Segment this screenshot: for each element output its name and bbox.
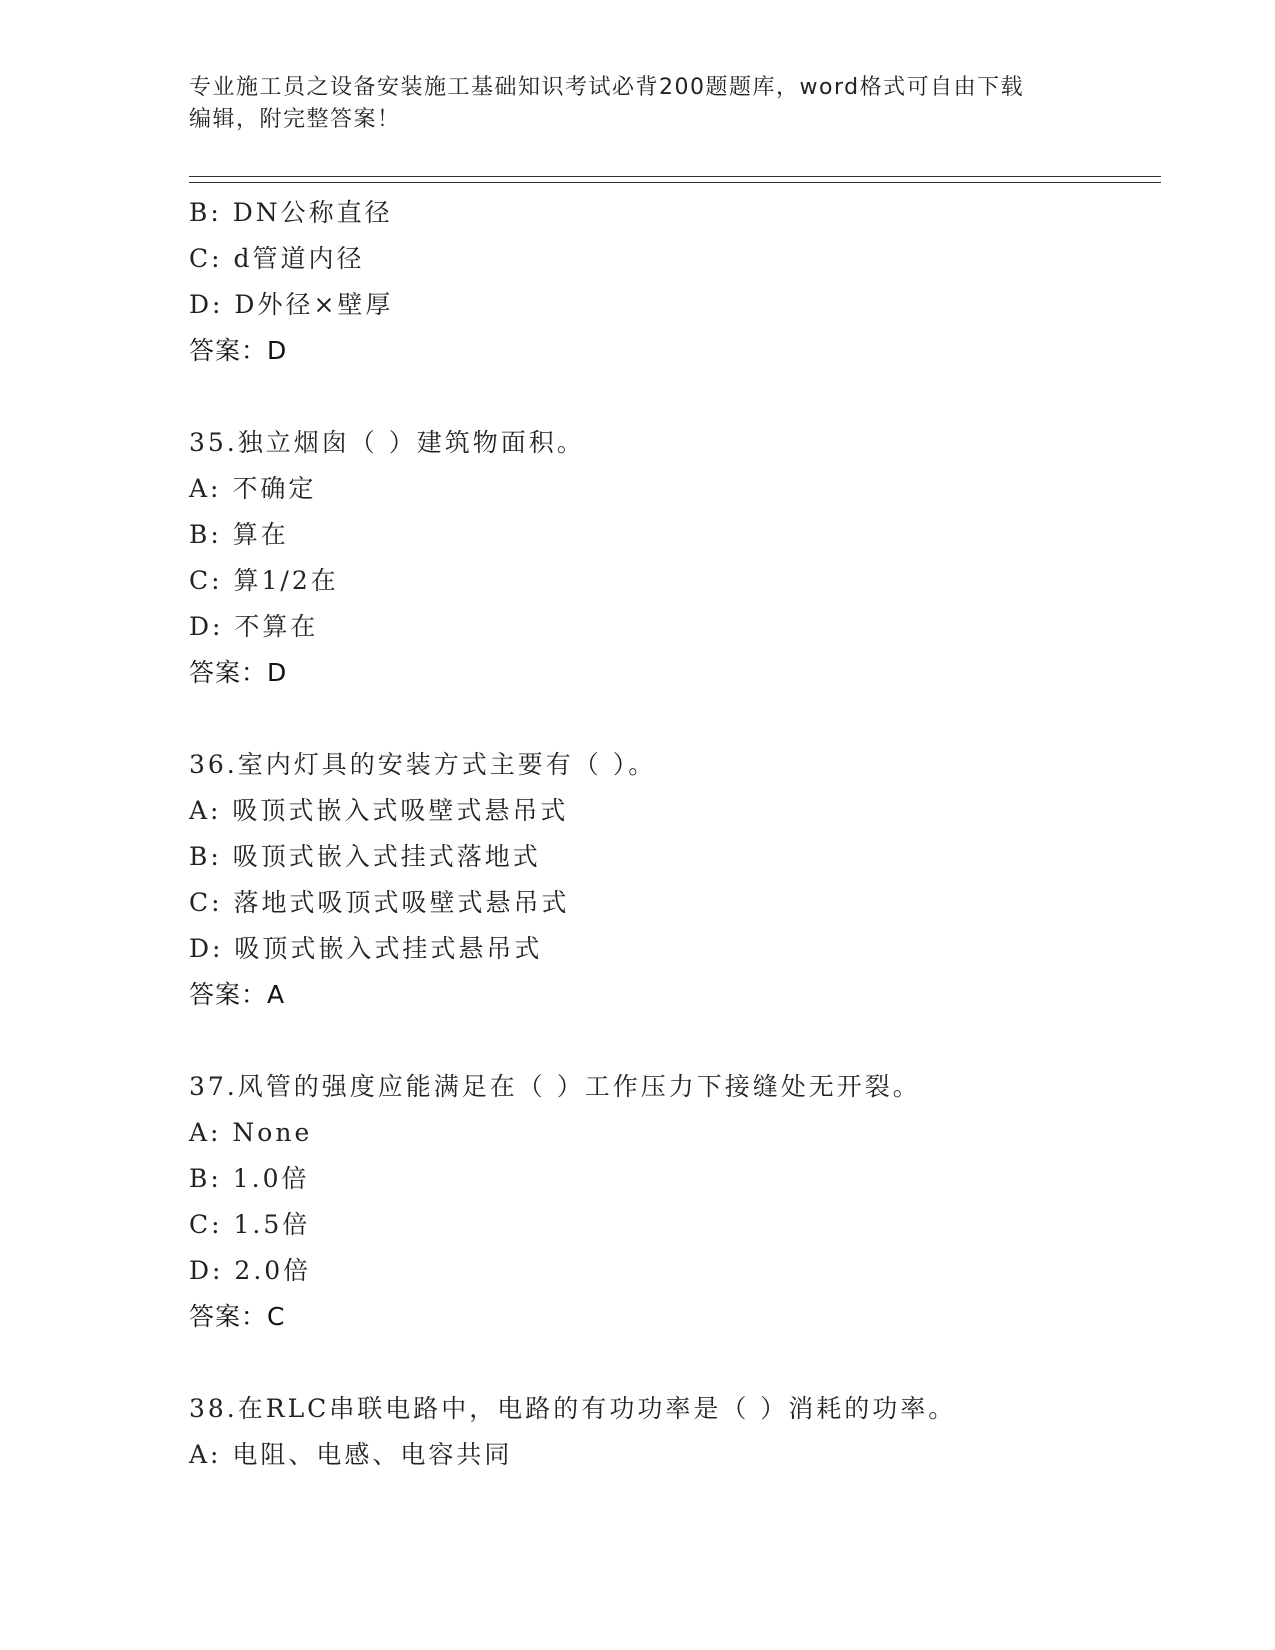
answer-line: 答案：C bbox=[189, 1302, 286, 1331]
option-a: A: 电阻、电感、电容共同 bbox=[189, 1440, 513, 1469]
answer-line: 答案：D bbox=[189, 336, 288, 365]
question-text: 36.室内灯具的安装方式主要有（ ）。 bbox=[189, 750, 657, 779]
option-c: C: d管道内径 bbox=[189, 244, 365, 273]
header-line-1: 专业施工员之设备安装施工基础知识考试必背200题题库，word格式可自由下载 bbox=[189, 75, 1025, 100]
option-b: B: 算在 bbox=[189, 520, 289, 549]
option-a: A: None bbox=[189, 1118, 313, 1147]
option-d: D: D外径×壁厚 bbox=[189, 290, 394, 319]
question-text: 37.风管的强度应能满足在（ ）工作压力下接缝处无开裂。 bbox=[189, 1072, 921, 1101]
question-block bbox=[189, 1386, 1189, 1478]
question-block bbox=[189, 1064, 1189, 1340]
header-divider-top bbox=[189, 176, 1161, 177]
option-d: D: 不算在 bbox=[189, 612, 319, 641]
answer-line: 答案：A bbox=[189, 980, 286, 1009]
option-b: B: 吸顶式嵌入式挂式落地式 bbox=[189, 842, 541, 871]
answer-line: 答案：D bbox=[189, 658, 288, 687]
spacer bbox=[189, 1018, 1189, 1064]
question-fragment bbox=[189, 190, 1189, 374]
question-list bbox=[189, 190, 1189, 1478]
header-line-2: 编辑，附完整答案！ bbox=[189, 107, 401, 132]
option-d: D: 2.0倍 bbox=[189, 1256, 312, 1285]
question-text: 35.独立烟囱（ ）建筑物面积。 bbox=[189, 428, 585, 457]
spacer bbox=[189, 696, 1189, 742]
option-a: A: 吸顶式嵌入式吸壁式悬吊式 bbox=[189, 796, 569, 825]
question-block bbox=[189, 420, 1189, 696]
option-a: A: 不确定 bbox=[189, 474, 317, 503]
option-b: B: 1.0倍 bbox=[189, 1164, 310, 1193]
option-c: C: 1.5倍 bbox=[189, 1210, 311, 1239]
option-c: C: 落地式吸顶式吸壁式悬吊式 bbox=[189, 888, 570, 917]
header-divider-bottom bbox=[189, 182, 1161, 183]
option-b: B: DN公称直径 bbox=[189, 198, 393, 227]
document-header bbox=[189, 72, 1089, 136]
question-text: 38.在RLC串联电路中，电路的有功功率是（ ）消耗的功率。 bbox=[189, 1394, 957, 1423]
question-block bbox=[189, 742, 1189, 1018]
spacer bbox=[189, 1340, 1189, 1386]
option-c: C: 算1/2在 bbox=[189, 566, 339, 595]
spacer bbox=[189, 374, 1189, 420]
option-d: D: 吸顶式嵌入式挂式悬吊式 bbox=[189, 934, 543, 963]
